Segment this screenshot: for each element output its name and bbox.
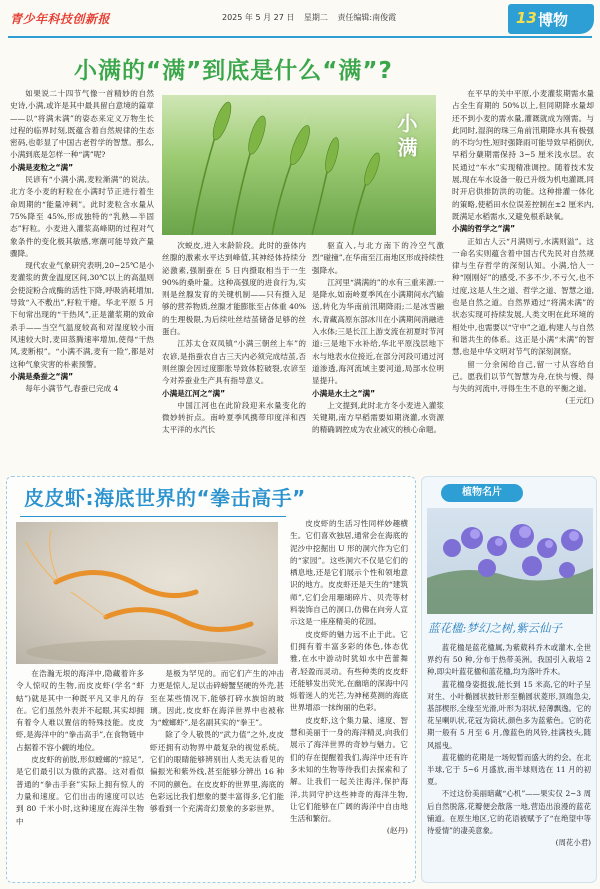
issue-meta (222, 12, 403, 23)
body-paragraph: 民谚有“小满小满,麦粒渐满”的说法。北方冬小麦的籽粒在小满时节正进行着生命周期的“能量冲刺”。此时麦粒含水量从 75%降至 45%,形成独特的“乳熟—半固态”籽粒。小麦进入灌浆高峰期的过程对气象条件的变化极其敏感,寒潮可能导致产量骤降。 (10, 175, 154, 258)
body-paragraph: 是极为罕见的。而它们产生的冲击力更是惊人,足以击碎螃蟹坚硬的外壳,甚至在某些情况下,能够打碎水族馆的玻璃。因此,皮皮虾在海洋世界中也被称为“螳螂虾”,是名副其实的“拳王”。 (150, 669, 284, 728)
body-paragraph: 江苏太仓双凤镇“小满三朝丝上车”的农谚,是指蚕农自古三天内必须完成结茧,否则丝腺会因过度膨胀导致体腔破裂,农谚至今对养蚕业生产具有指导意义。 (162, 339, 306, 386)
body-paragraph: 不过这份美丽暗藏“心机”——果实仅 2~3 周后自然脱落,花瓣便会散落一地,营造出浪漫的蓝花铺道。在原生地区,它的花语被赋予了“在绝望中等待爱情”的凄美意象。 (427, 789, 591, 836)
issue-weekday: 星期二 (303, 13, 328, 22)
article2-column-bottom-right (150, 668, 284, 882)
mantis-shrimp-photo (16, 522, 278, 664)
author-byline: (周花小君) (555, 838, 591, 848)
masthead (0, 0, 600, 40)
section-subheading: 小满的哲学之“满” (452, 224, 516, 234)
section-subheading: 小满是桑蚕之“满” (10, 371, 74, 381)
body-paragraph: 皮皮虾,这个集力量、速度、智慧和美丽于一身的海洋精灵,向我们展示了海洋世界的奇妙与魅力。它们的存在提醒着我们,海洋中还有许多未知的生物等待我们去探索和了解。让我们一起关注海洋,保护海洋,共同守护这些神奇的海洋生物,让它们能够在广阔的海洋中自由地生活和繁衍。 (290, 715, 408, 824)
article2-headline: 皮皮虾:海底世界的“拳击高手” (24, 486, 306, 510)
body-paragraph: 如果说二十四节气像一首精妙的自然史诗,小满,或许是其中最具留白意境的篇章——以“将满未满”的姿态来定义万物生长过程的临界时刻,既蕴含着自然规律的生态密码,也彰显了中国古老哲学的智慧。那么,小满到底是怎样一种“满”呢? (10, 89, 154, 160)
wheat-photo (162, 95, 436, 235)
article1-headline: 小满的“满”到底是什么“满”? (74, 58, 393, 84)
newspaper-logo: 青少年科技创新报 (10, 12, 111, 26)
body-paragraph: 皮皮虾的生活习性同样妙趣横生。它们喜欢独居,通常会在海底的泥沙中挖掘出 U 形的洞穴作为它们的“家园”。这些洞穴不仅是它们的栖息地,还是它们展示个性和领地意识的地方。皮皮虾还是天生的“建筑师”,它们会用珊瑚碎片、贝壳等材料装饰自己的洞口,仿佛在向旁人宣示这是一座座精美的花园。 (290, 519, 408, 627)
hero-image-title: 小满 (394, 113, 418, 161)
plant-card-text (427, 642, 591, 882)
body-paragraph: 上文提到,此时北方冬小麦进入灌浆关键期,南方早稻需要如期浇灌,水资源的精确调控成为农业减灾的核心命题。 (312, 400, 444, 435)
body-paragraph: 蓝花楹是蓝花楹属,为紫葳科乔木或灌木,全世界约有 50 种,分布于热带美洲。我国引入栽培 2 种,即尖叶蓝花楹和蓝花楹,均为落叶乔木。 (427, 643, 591, 677)
author-byline: (王元红) (565, 396, 594, 406)
issue-date: 2025 年 5 月 27 日 (222, 13, 295, 22)
section-subheading: 小满是麦粒之“满” (10, 162, 74, 172)
body-paragraph: 皮皮虾的魅力远不止于此。它们拥有着丰富多彩的体色,体态优雅,在水中游动时犹如水中芭蕾舞者,轻盈而灵动。有些种类的皮皮虾还能够发出荧光,在幽暗的深海中闪烁着迷人的光芒,为神秘莫测的海底世界增添一抹绚丽的色彩。 (290, 629, 408, 713)
jacaranda-illustration (427, 508, 593, 614)
article2-column-top-right (290, 518, 408, 882)
jacaranda-photo (427, 508, 593, 614)
article2-headline-rule (20, 516, 286, 517)
body-paragraph: 中国江河也在此阶段迎来水量变化的微妙转折点。南岭夏季风携带印度洋和西太平洋的水汽长 (162, 400, 306, 435)
body-paragraph: 留一分余闲给自己,留一寸从容给自己。愿我们以节气智慧为舟,在快与慢、得与失的河流中,寻得生生不息的平衡之道。 (452, 359, 594, 394)
article2-column-bottom-left (16, 668, 144, 882)
article1-column-1 (10, 88, 154, 474)
body-paragraph: 江河里“满满的”的水有三重来源:一是降水,如南岭夏季风在小满期间水汽输送,转化为华南前汛期降雨;二是冰雪融水,青藏高原东部冰川在小满期间消融进入水体;三是长江上游支流在初夏时节河道:三是地下水补给,华北平原浅层地下水与地表水位接近,在部分河段可通过河道渗透,海河流域主要河道,局部水位明显提升。 (312, 277, 444, 386)
body-paragraph: 蓝花楹的花期是一场短暂而盛大的约会。在北半球,它于 5~6 月盛放,南半球则选在 11 月的初夏。 (427, 752, 591, 787)
editor-credit: 责任编辑:南俊霞 (337, 13, 397, 22)
body-paragraph: 蓝花楹身姿挺拔,能长到 15 米高,它的叶子呈对生、小叶椭圆状披针形至椭圆状菱形,顶端急尖,基部楔形,全缘至光滑,叶形为羽状,轻薄飘逸。它的花呈喇叭状,花冠为筒状,颜色多为蓝紫色。它的花期一般有 5 月至 6 月,像蓝色的风铃,挂满枝头,随风摇曳。 (427, 679, 591, 750)
page-section-tag (508, 4, 594, 34)
plant-card-badge: 植物名片 (441, 484, 523, 502)
shrimp-illustration (16, 522, 278, 664)
body-paragraph: 皮皮虾的前肢,形似螳螂的“掠足”,是它们最引以为傲的武器。这对看似普通的“拳击手套”实际上拥有惊人的力量和速度。它们出击的速度可以达到 80 千米小时,这种速度在海洋生物中 (16, 755, 144, 826)
section-subheading: 小满是江河之“满” (162, 388, 226, 398)
body-paragraph: 除了令人敬畏的“武力值”之外,皮皮虾还拥有动物界中最复杂的视觉系统。它们的眼睛能够辨别出人类无法看见的偏振光和紫外线,甚至能够分辨出 16 种不同的颜色。在皮皮虾的世界里,海底的色彩远比我们想象的要丰富得多,它们能够看到一个充满奇幻景象的多彩世界。 (150, 730, 284, 814)
section-subheading: 小满是水土之“满” (312, 388, 376, 398)
article1-column-3 (312, 240, 444, 474)
body-paragraph: 次蜕皮,进入末龄阶段。此时的蚕体内丝腺的激素水平达到峰值,其神经体持续分泌激素,强制蚕在 5 日内摄取相当于一生 90%的桑叶量。这种高强度的进食行为,实则是丝腺发育的关键机制——只有摄入足够的营养物质,丝腺才能膨胀至占体重 40%的生理极限,为后续吐丝结茧储备足够的丝蛋白。 (162, 241, 306, 337)
plant-card-title: 蓝花楹:梦幻之树,紫云仙子 (428, 621, 563, 635)
page-section-name: 博物 (538, 11, 569, 29)
article1-column-4 (452, 88, 594, 474)
body-paragraph: 正如古人云“月满则亏,水满则溢”。这一命名实则蕴含着中国古代先民对自然规律与生存哲学的深刻认知。小满,恰人一种“刚刚好”的感受,不多不少,不亏欠,也不过度,这是人生之道、哲学之道、智慧之道,也是自然之道。自然界通过“将满未满”的状态实现可持续发展,人类文明在此环境的相处中,也需要以“守中”之道,构建人与自然和谐共生的体系。这正是小满“未满”的智慧,也是中华文明对节气的深刻洞察。 (452, 236, 594, 357)
masthead-rule (8, 36, 592, 38)
article1-column-2 (162, 240, 306, 474)
body-paragraph: 现代农业气象研究表明,20~25℃是小麦灌浆的黄金温度区间,30℃以上的高温则会使淀粉合成酶的活性下降,呼吸消耗增加,导致“入不敷出”,籽粒干瘪。华北平原 5 月下旬常出现的“干热风”,正是灌浆期的致命杀手——当空气温度较高和对湿度较小而风速较大时,麦田蒸腾速率增加,使得“干热风,麦断根”。“小满不满,麦有一险”,都是对这种气象灾害的朴素预警。 (10, 261, 154, 369)
body-paragraph: 在平早的关中平原,小麦灌浆期需水量占全生育期的 50%以上,但同期降水量却还不到小麦的需水量,灌溉就成为刚需。与此同时,湿润的珠三角前汛期降水具有极强的不均匀性,短时强降雨可能导致早稻倒伏,早稻分蘖期需保持 3~5 厘米浅水层。农民通过“车水”实现精准调控。随着技术发展,现在车水设备一般已升级为机电灌溉,同时开启供排防洪的功能。这种排灌一体化的策略,使稻田水位误差控制在±2 厘米内,既满足水稻需水,又避免根系缺氧。 (452, 89, 594, 221)
body-paragraph: 驱直入,与北方南下的冷空气激烈“碰撞”,在华南至江南地区形成持续性强降水。 (312, 241, 444, 275)
page-number: 13 (516, 9, 537, 27)
body-paragraph: 在浩瀚无垠的海洋中,隐藏着许多令人惊叹的生物,而皮皮虾(学名“虾蛄”)就是其中一种既平凡又非凡的存在。它们虽然外表并不起眼,其实却拥有着令人难以置信的特殊技能。皮皮虾,是海洋中的“拳击高手”,在食物链中占据着不容小觑的地位。 (16, 669, 144, 752)
body-paragraph: 每年小满节气,春蚕已完成 4 (25, 384, 119, 394)
author-byline: (赵丹) (386, 826, 408, 836)
